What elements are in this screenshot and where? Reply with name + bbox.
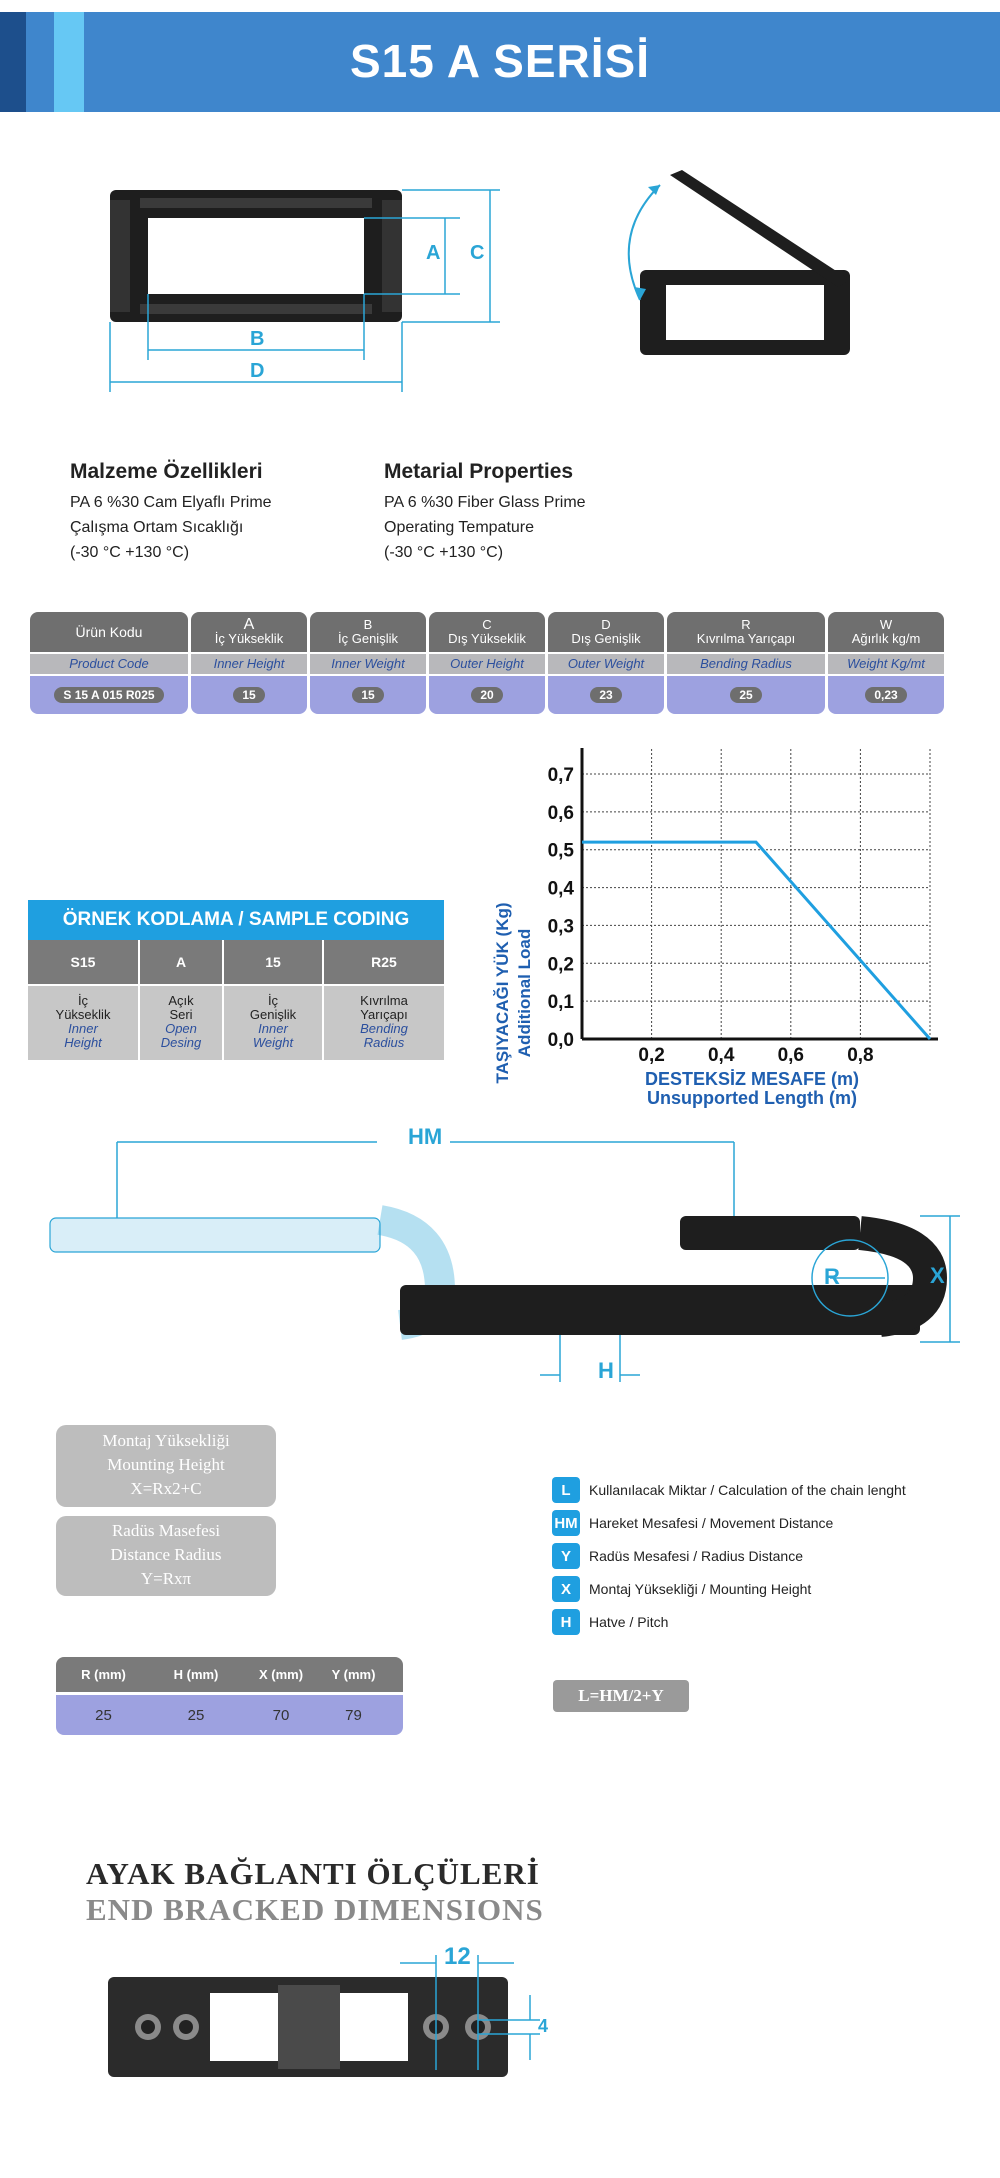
chart-y-tick: 0,1 xyxy=(547,992,574,1014)
chart-ylabel-tr: TAŞIYACAĞI YÜK (Kg) xyxy=(493,902,512,1084)
spec-column xyxy=(667,612,825,714)
spec-value-cell xyxy=(191,676,307,714)
sample-coding-title: ÖRNEK KODLAMA / SAMPLE CODING xyxy=(28,900,444,940)
spec-column xyxy=(191,612,307,714)
sample-code-header: R25 xyxy=(324,940,444,984)
distance-radius-box: Radüs Masefesi Distance Radius Y=Rxπ xyxy=(56,1516,276,1596)
radius-value-cell: 25 xyxy=(95,1706,112,1724)
end-bracket-drawing xyxy=(100,1945,580,2095)
spec-header: B İç Genişlik xyxy=(310,612,426,652)
sample-coding-table xyxy=(28,900,444,1060)
spec-header: Ürün Kodu xyxy=(30,612,188,652)
sample-code-cell: Açık Seri Open Desing xyxy=(140,984,224,1060)
radius-value-cell: 70 xyxy=(272,1706,290,1724)
material-title-en: Metarial Properties xyxy=(384,460,574,483)
spec-header: R Kıvrılma Yarıçapı xyxy=(667,612,825,652)
sample-code-cell: Kıvrılma Yarıçapı Bending Radius xyxy=(324,984,444,1060)
material-line: PA 6 %30 Cam Elyaflı Prime xyxy=(70,494,272,511)
end-bracket-title-en: END BRACKED DIMENSIONS xyxy=(86,1892,544,1927)
chart-x-tick: 0,8 xyxy=(847,1045,874,1066)
chain-front-view-drawing xyxy=(100,170,520,410)
spec-column xyxy=(828,612,944,714)
chart-ylabel-en: Additional Load xyxy=(515,928,534,1058)
spec-subheader: Outer Height xyxy=(429,654,545,674)
material-line: PA 6 %30 Fiber Glass Prime xyxy=(384,494,586,511)
chart-y-tick: 0,5 xyxy=(547,840,574,862)
spec-value-cell xyxy=(310,676,426,714)
spec-value-cell xyxy=(667,676,825,714)
radius-header-cell: Y (mm) xyxy=(331,1667,376,1682)
chain-open-view-drawing xyxy=(590,165,870,375)
spec-value: S 15 A 015 R025 xyxy=(54,687,163,703)
spec-subheader: Product Code xyxy=(30,654,188,674)
radius-header-cell: H (mm) xyxy=(173,1667,219,1682)
spec-subheader: Inner Weight xyxy=(310,654,426,674)
legend-badge: L xyxy=(552,1477,580,1503)
sample-code-cell: İç Genişlik Inner Weight xyxy=(224,984,324,1060)
spec-header: A İç Yükseklik xyxy=(191,612,307,652)
dim-4-label: 4 xyxy=(538,2016,549,2036)
sample-code-cell: İç Yükseklik Inner Height xyxy=(28,984,140,1060)
dim-x-label: X xyxy=(930,1263,945,1288)
spec-column xyxy=(548,612,664,714)
legend-badge: Y xyxy=(552,1543,580,1569)
sample-code-header: S15 xyxy=(28,940,140,984)
legend-item: X Montaj Yüksekliği / Mounting Height xyxy=(552,1576,811,1602)
dim-hm-label: HM xyxy=(408,1124,443,1149)
page-header xyxy=(0,12,1000,112)
radius-table-header xyxy=(56,1657,403,1692)
length-formula: L=HM/2+Y xyxy=(553,1680,689,1712)
spec-header: D Dış Genişlik xyxy=(548,612,664,652)
chart-y-tick: 0,4 xyxy=(547,878,574,900)
sample-code-header: 15 xyxy=(224,940,324,984)
chart-series-line xyxy=(582,842,930,1039)
chart-xlabel-tr: DESTEKSİZ MESAFE (m) xyxy=(644,1069,860,1089)
chart-y-tick: 0,2 xyxy=(547,954,574,976)
chart-y-tick: 0,0 xyxy=(547,1030,574,1051)
dim-c-label: C xyxy=(470,242,485,264)
dim-d-label: D xyxy=(250,360,265,382)
legend-badge: H xyxy=(552,1609,580,1635)
spec-column xyxy=(310,612,426,714)
spec-column xyxy=(30,612,188,714)
spec-value-cell xyxy=(30,676,188,714)
end-bracket-title-tr: AYAK BAĞLANTI ÖLÇÜLERİ xyxy=(86,1856,540,1891)
spec-value-cell xyxy=(429,676,545,714)
load-chart xyxy=(480,748,940,1118)
spec-header: W Ağırlık kg/m xyxy=(828,612,944,652)
chart-xlabel-en: Unsupported Length (m) xyxy=(647,1088,857,1108)
legend-badge: HM xyxy=(552,1510,580,1536)
spec-value: 25 xyxy=(730,687,761,703)
material-properties-tr xyxy=(70,460,272,565)
material-title-tr: Malzeme Özellikleri xyxy=(70,460,263,483)
legend-item: HM Hareket Mesafesi / Movement Distance xyxy=(552,1510,833,1536)
material-line: Operating Tempature xyxy=(384,519,535,536)
spec-value: 0,23 xyxy=(865,687,906,703)
spec-value: 15 xyxy=(352,687,383,703)
dim-h-label: H xyxy=(598,1358,614,1383)
legend-item: Y Radüs Mesafesi / Radius Distance xyxy=(552,1543,803,1569)
installation-drawing xyxy=(40,1120,970,1400)
spec-subheader: Outer Weight xyxy=(548,654,664,674)
legend-badge: X xyxy=(552,1576,580,1602)
legend-item: H Hatve / Pitch xyxy=(552,1609,668,1635)
radius-table xyxy=(56,1657,403,1735)
material-line: (-30 °C +130 °C) xyxy=(70,544,190,561)
chart-x-tick: 0,6 xyxy=(777,1045,805,1066)
dim-r-label: R xyxy=(824,1264,840,1289)
spec-header: C Dış Yükseklik xyxy=(429,612,545,652)
mounting-height-box: Montaj Yüksekliği Mounting Height X=Rx2+C xyxy=(56,1425,276,1507)
chart-y-tick: 0,7 xyxy=(547,765,574,786)
material-line: (-30 °C +130 °C) xyxy=(384,544,504,561)
radius-value-cell: 25 xyxy=(187,1706,205,1724)
radius-table-values xyxy=(56,1695,403,1735)
chart-x-tick: 0,2 xyxy=(638,1045,665,1066)
dim-a-label: A xyxy=(426,242,441,264)
sample-code-header: A xyxy=(140,940,224,984)
dim-b-label: B xyxy=(250,328,265,350)
radius-value-cell: 79 xyxy=(345,1706,362,1724)
spec-value-cell xyxy=(828,676,944,714)
material-line: Çalışma Ortam Sıcaklığı xyxy=(70,519,244,536)
chart-y-tick: 0,3 xyxy=(547,916,574,938)
spec-subheader: Inner Height xyxy=(191,654,307,674)
page-title: S15 A SERİSİ xyxy=(349,35,651,87)
spec-value: 23 xyxy=(590,687,621,703)
radius-header-cell: R (mm) xyxy=(81,1667,126,1682)
radius-header-cell: X (mm) xyxy=(258,1667,304,1682)
material-properties-en xyxy=(384,460,586,565)
spec-subheader: Bending Radius xyxy=(667,654,825,674)
chart-y-tick: 0,6 xyxy=(547,802,574,824)
spec-value-cell xyxy=(548,676,664,714)
spec-column xyxy=(429,612,545,714)
chart-x-tick: 0,4 xyxy=(707,1045,735,1066)
spec-value: 15 xyxy=(233,687,264,703)
spec-value: 20 xyxy=(471,687,502,703)
dim-12-label: 12 xyxy=(444,1943,471,1970)
spec-subheader: Weight Kg/mt xyxy=(828,654,944,674)
legend-item: L Kullanılacak Miktar / Calculation of the chain lenght xyxy=(552,1477,906,1503)
